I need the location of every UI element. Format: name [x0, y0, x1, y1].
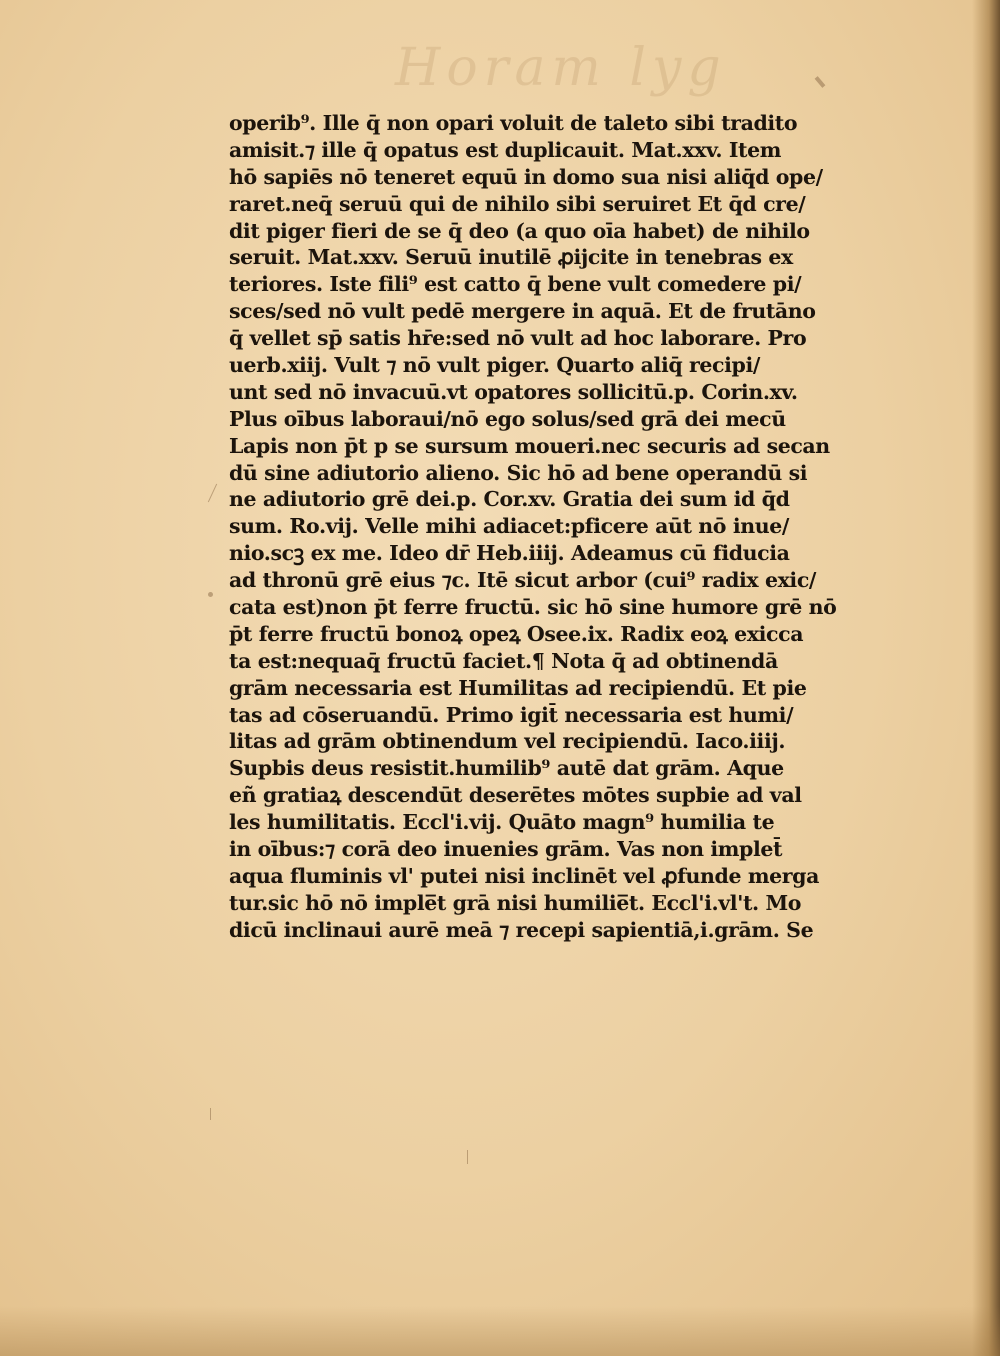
text-line: dū sine adiutorio alieno. Sic hō ad bene operandū si: [229, 460, 808, 485]
stain-mark: [208, 592, 213, 597]
stain-mark: [210, 1108, 211, 1120]
text-line: aqua fluminis vl' putei nisi inclinēt vel ꝓfunde merga: [229, 863, 819, 888]
text-line: sum. Ro.vij. Velle mihi adiacet:pficere aūt nō inue/: [229, 514, 789, 539]
text-line: dit piger fieri de se q̄ deo (a quo oīa habet) de nihilo: [229, 218, 810, 243]
text-line: dicū inclinaui aurē meā ⁊ recepi sapientiā,i.grām. Se: [229, 917, 814, 942]
text-line: cata est)non p̄t ferre fructū. sic hō sine humore grē nō: [229, 595, 837, 620]
text-line: sces/sed nō vult pedē mergere in aquā. Et de frutāno: [229, 299, 816, 324]
text-line: uerb.xiij. Vult ⁊ nō vult piger. Quarto aliq̄ recipi/: [229, 353, 760, 378]
stain-mark: [815, 76, 826, 88]
text-line: tas ad cōseruandū. Primo igit̄ necessaria est humi/: [229, 702, 794, 727]
text-line: Plus oībus laboraui/nō ego solus/sed grā dei mecū: [229, 406, 786, 431]
text-line: ta est:nequaq̄ fructū faciet.¶ Nota q̄ ad obtinendā: [229, 648, 778, 673]
text-line: tur.sic hō nō imple̅t grā nisi humilie̅t. Eccl'i.vl't. Mo: [229, 890, 802, 915]
text-line: seruit. Mat.xxv. Seruū inutilē ꝓijcite in tenebras ex: [229, 245, 793, 270]
stain-mark: [467, 1150, 468, 1164]
text-line: Supbis deus resistit.humilib⁹ autē dat grām. Aque: [229, 756, 784, 781]
stain-mark: [208, 484, 217, 503]
page-edge-shadow-bottom: [0, 1306, 1000, 1356]
text-block: [229, 110, 901, 944]
faded-header-note: Horam lyg: [395, 38, 727, 98]
text-line: amisit.⁊ ille q̄ opatus est duplicauit. Mat.xxv. Item: [229, 137, 782, 162]
text-line: p̄t ferre fructū bonoꝝ opeꝝ Osee.ix. Radix eoꝝ exicca: [229, 621, 804, 646]
text-line: raret.neq̄ seruū qui de nihilo sibi seruiret Et q̄d cre/: [229, 191, 806, 216]
text-line: eñ gratiaꝝ descendūt deserētes mōtes supbie ad val: [229, 783, 802, 808]
text-line: grām necessaria est Humilitas ad recipiendū. Et pie: [229, 675, 807, 700]
text-line: ad thronū grē eius ⁊c. Itē sicut arbor (cui⁹ radix exic/: [229, 568, 816, 593]
text-line: Lapis non p̄t p se sursum moueri.nec securis ad secan: [229, 433, 830, 458]
text-line: unt sed nō invacuū.vt opatores sollicitū.p. Corin.xv.: [229, 379, 798, 404]
text-line: ne adiutorio grē dei.p. Cor.xv. Gratia dei sum id q̄d: [229, 487, 790, 512]
text-line: litas ad grām obtinendum vel recipiendū. Iaco.iiij.: [229, 729, 786, 754]
text-line: nio.scꝫ ex me. Ideo dr̄ Heb.iiij. Adeamus cū fiducia: [229, 541, 790, 566]
text-line: hō sapiēs nō teneret equū in domo sua nisi aliq̄d ope/: [229, 164, 823, 189]
text-line: teriores. Iste fili⁹ est catto q̄ bene vult comedere pi/: [229, 272, 802, 297]
text-line: q̄ vellet sp̄ satis hr̄e:sed nō vult ad hoc laborare. Pro: [229, 326, 807, 351]
text-line: les humilitatis. Eccl'i.vij. Quāto magn⁹ humilia te: [229, 810, 775, 835]
text-line: in oībus:⁊ corā deo inuenies grām. Vas non implet̄: [229, 837, 783, 862]
text-line: operib⁹. Ille q̄ non opari voluit de taleto sibi tradito: [229, 111, 798, 135]
page-edge-shadow-right: [972, 0, 1000, 1356]
